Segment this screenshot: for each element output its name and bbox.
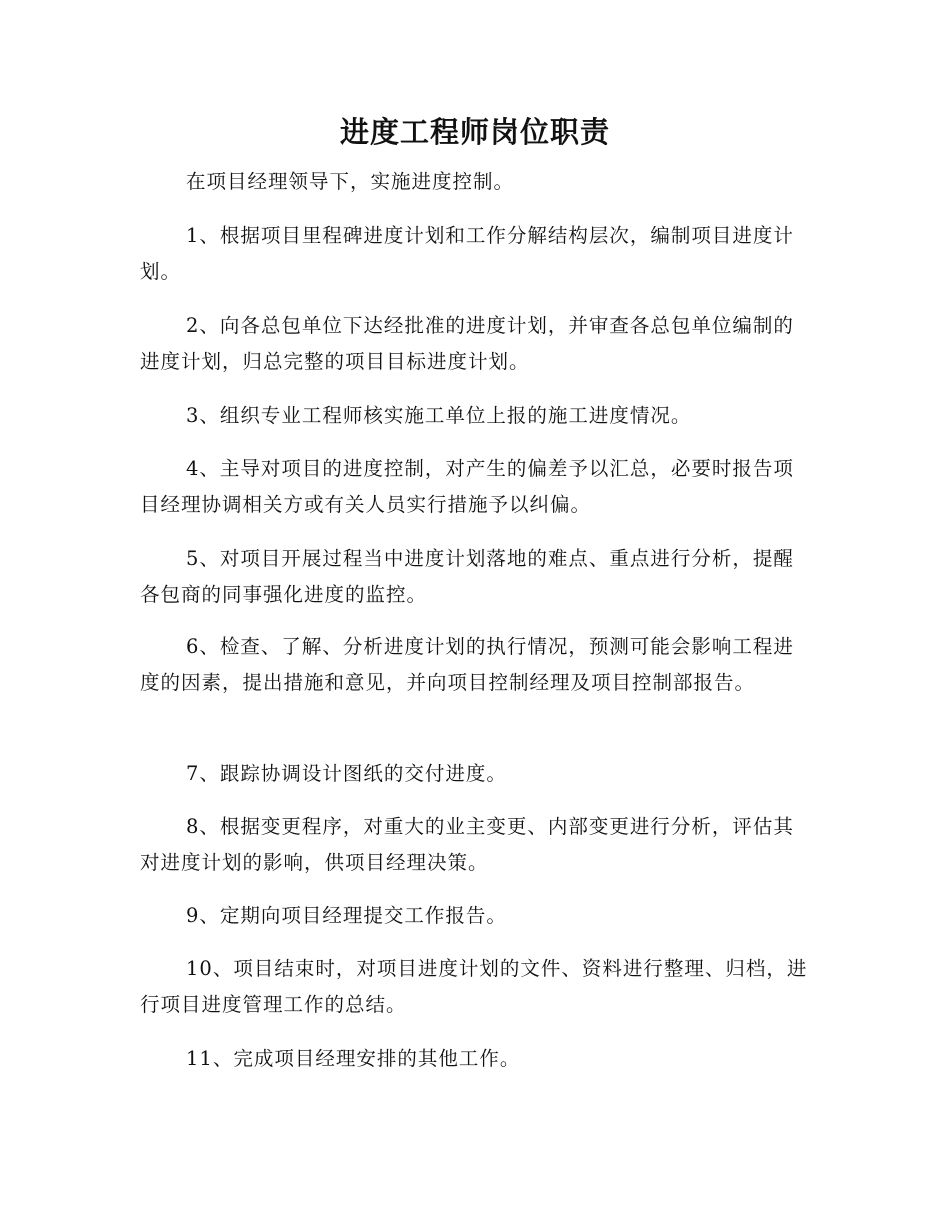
paragraph-duty-7: 7、跟踪协调设计图纸的交付进度。 [186, 762, 507, 785]
paragraph-duty-3: 3、组织专业工程师核实施工单位上报的施工进度情况。 [186, 404, 692, 427]
paragraph-duty-1: 1、根据项目里程碑进度计划和工作分解结构层次，编制项目进度计划。 [140, 224, 794, 283]
document-title: 进度工程师岗位职责 [339, 115, 610, 149]
paragraph-duty-2: 2、向各总包单位下达经批准的进度计划，并审查各总包单位编制的进度计划，归总完整的项目目标进度计划。 [140, 314, 794, 373]
paragraph-duty-5: 5、对项目开展过程当中进度计划落地的难点、重点进行分析，提醒各包商的同事强化进度的监控。 [140, 547, 794, 606]
paragraph-intro: 在项目经理领导下，实施进度控制。 [186, 170, 515, 193]
paragraph-duty-8: 8、根据变更程序，对重大的业主变更、内部变更进行分析，评估其对进度计划的影响，供项目经理决策。 [140, 815, 794, 874]
paragraph-duty-9: 9、定期向项目经理提交工作报告。 [186, 904, 507, 927]
paragraph-duty-6: 6、检查、了解、分析进度计划的执行情况，预测可能会影响工程进度的因素，提出措施和意见，并向项目控制经理及项目控制部报告。 [140, 635, 794, 694]
paragraph-duty-4: 4、主导对项目的进度控制，对产生的偏差予以汇总，必要时报告项目经理协调相关方或有关人员实行措施予以纠偏。 [140, 457, 794, 516]
paragraph-duty-11: 11、完成项目经理安排的其他工作。 [186, 1047, 521, 1070]
paragraph-duty-10: 10、项目结束时，对项目进度计划的文件、资料进行整理、归档，进行项目进度管理工作的总结。 [140, 957, 808, 1016]
